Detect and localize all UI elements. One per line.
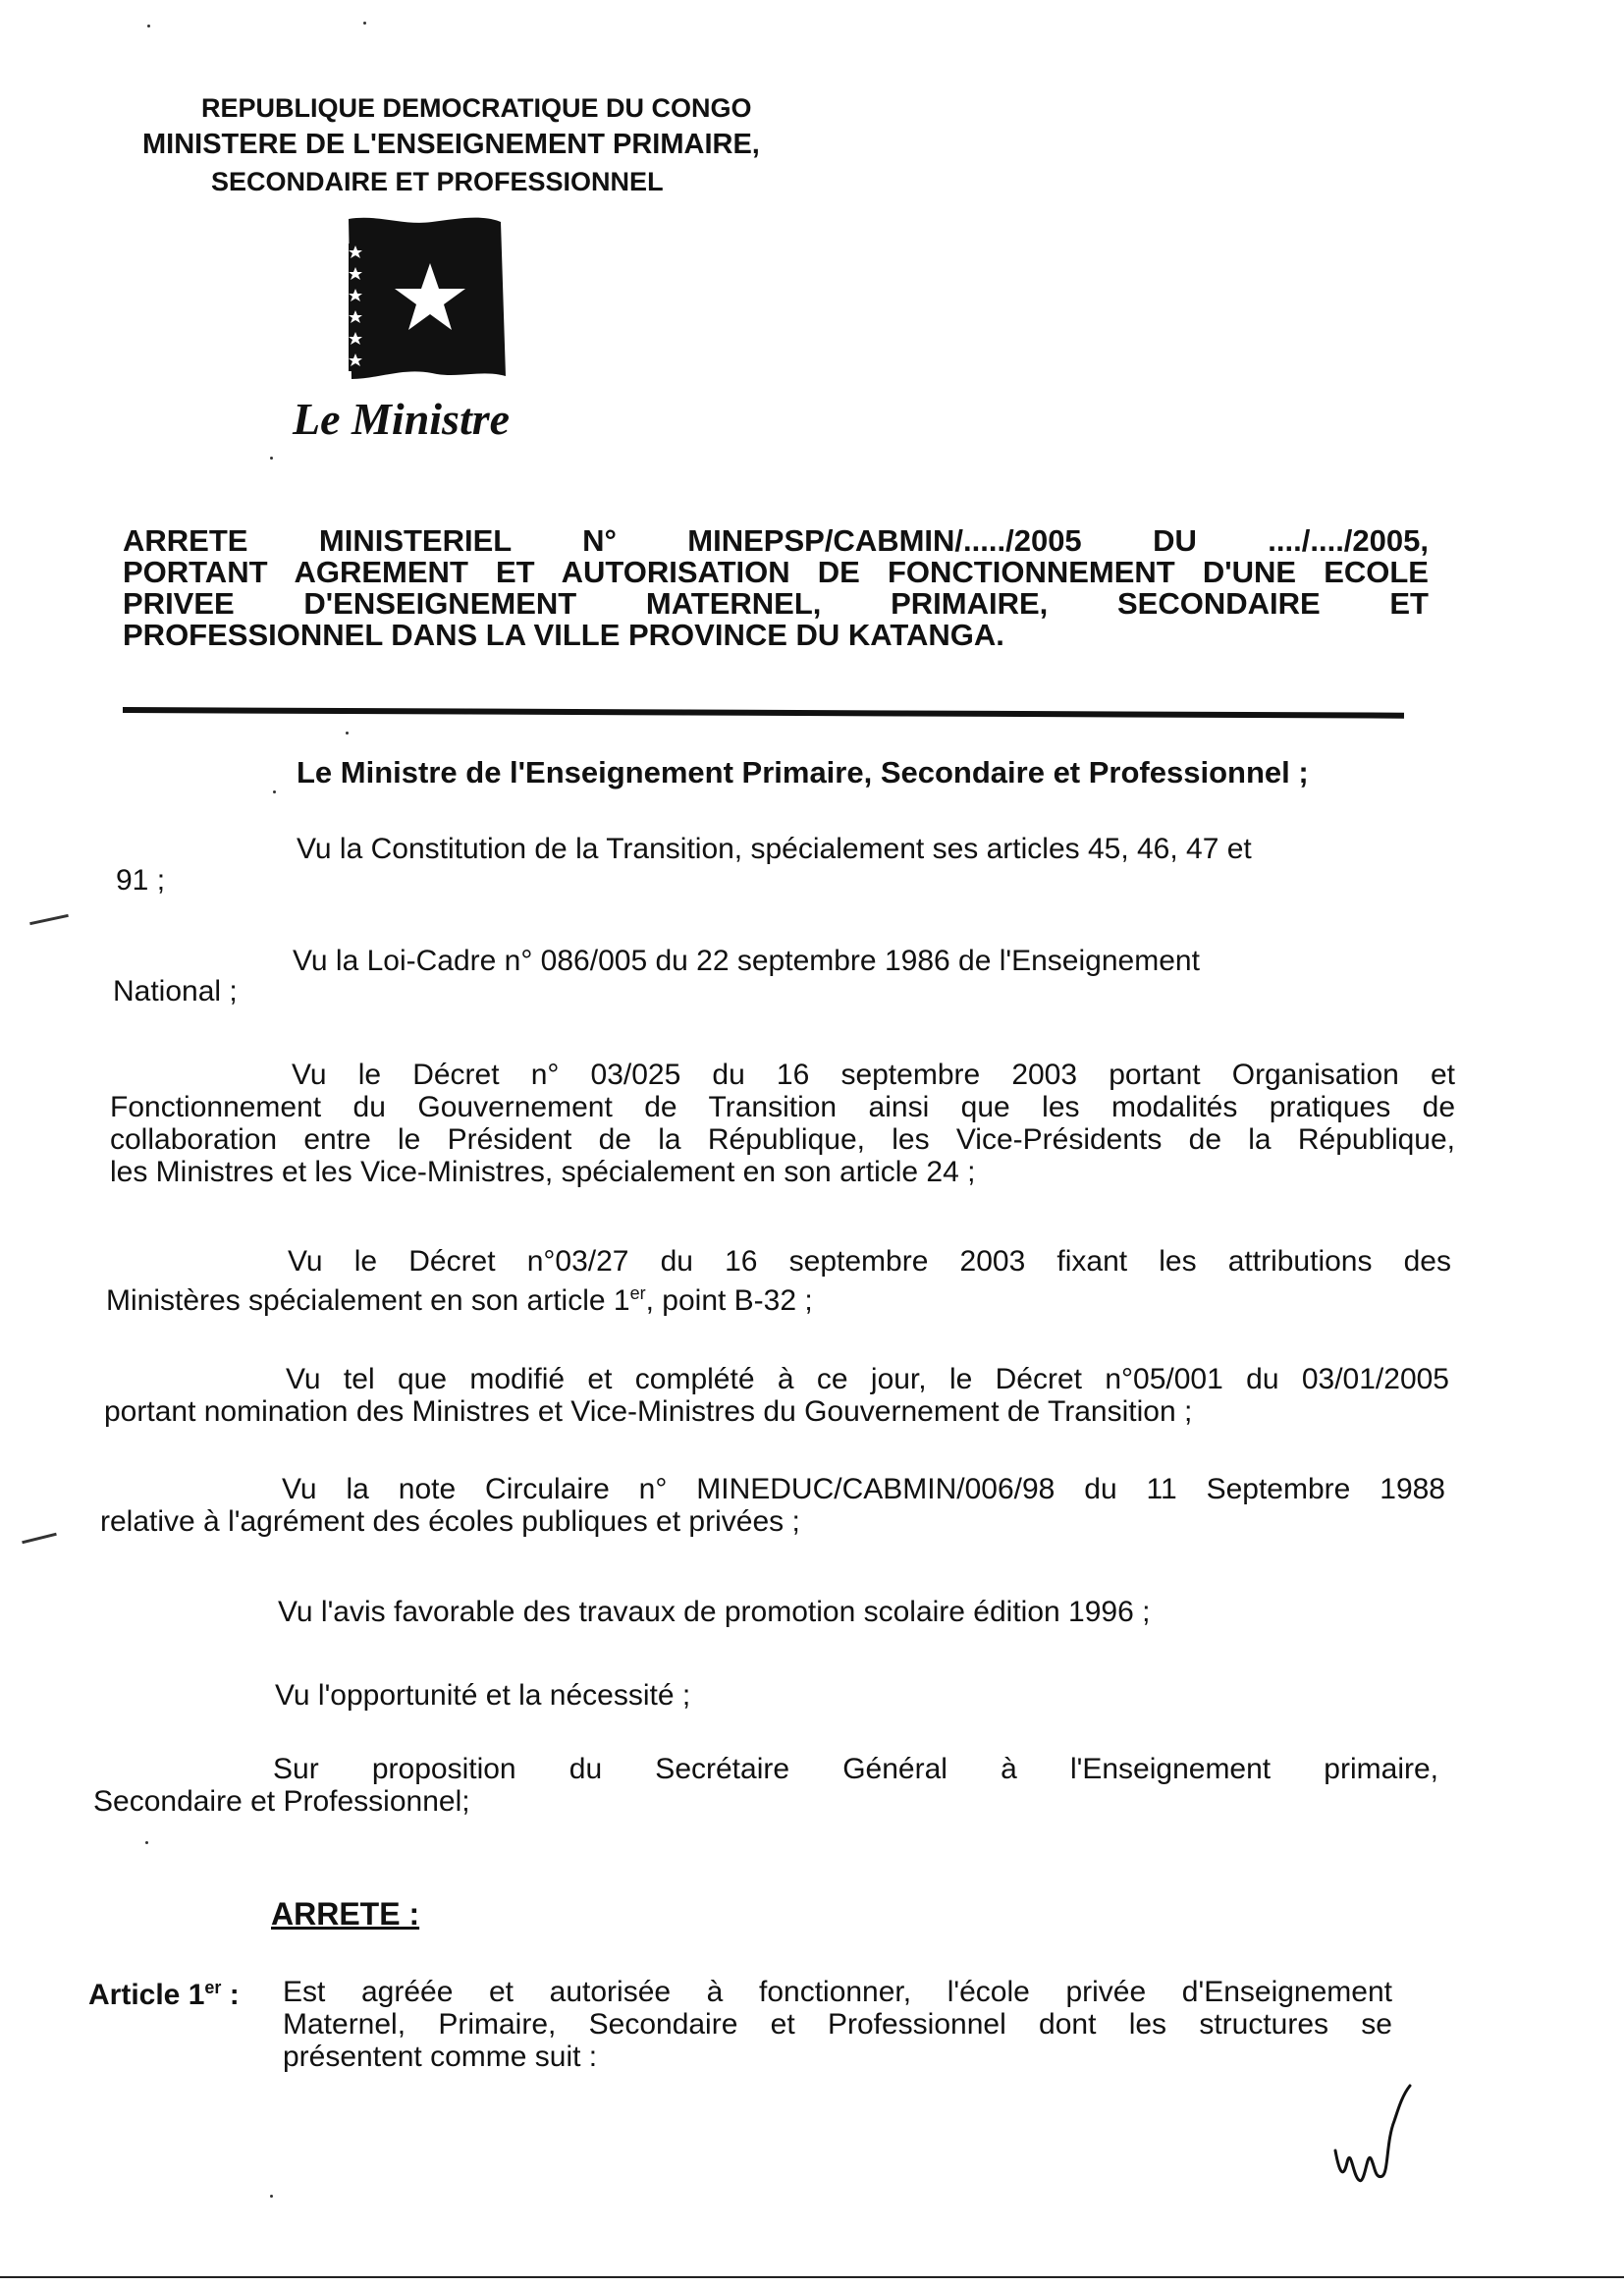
c4-line2-b: , point B-32 ; xyxy=(645,1284,813,1317)
consideration-decret-05-001 xyxy=(104,1363,1449,1428)
decree-title-line2: PORTANT AGREMENT ET AUTORISATION DE FONCTIONNEMENT D'UNE ECOLE xyxy=(123,555,1429,589)
signature-initials xyxy=(1326,2082,1414,2190)
consideration-constitution: Vu la Constitution de la Transition, spécialement ses articles 45, 46, 47 et xyxy=(297,833,1252,865)
title-divider xyxy=(123,707,1404,719)
c4-line2-a: Ministères spécialement en son article 1 xyxy=(106,1284,630,1317)
republic-name: REPUBLIQUE DEMOCRATIQUE DU CONGO xyxy=(201,93,752,123)
scan-speck xyxy=(273,790,276,793)
c3-line1: Vu le Décret n° 03/025 du 16 septembre 2003 portant Organisation et xyxy=(292,1059,1455,1091)
scan-speck xyxy=(270,457,273,460)
c6-line2: relative à l'agrément des écoles publiques et privées ; xyxy=(100,1505,800,1538)
decision-heading: ARRETE : xyxy=(271,1896,420,1932)
article-1-line3: présentent comme suit : xyxy=(283,2041,598,2073)
consideration-note-circulaire xyxy=(100,1473,1445,1538)
scan-speck xyxy=(363,22,366,25)
consideration-decret-03-27 xyxy=(106,1245,1451,1317)
article-1-label-colon: : xyxy=(221,1979,240,2011)
article-1-line1: Est agréée et autorisée à fonctionner, l'école privée d'Enseignement xyxy=(283,1976,1392,2008)
article-1-label-sup: er xyxy=(204,1978,222,1997)
c9-line2: Secondaire et Professionnel; xyxy=(93,1785,470,1818)
article-1-body xyxy=(283,1976,1392,2073)
c3-line3: collaboration entre le Président de la République, les Vice-Présidents de la République, xyxy=(110,1123,1455,1156)
scan-speck xyxy=(145,1841,148,1844)
consideration-loi-cadre: Vu la Loi-Cadre n° 086/005 du 22 septembre 1986 de l'Enseignement xyxy=(293,945,1200,977)
page-bottom-edge xyxy=(0,2276,1624,2278)
scan-mark xyxy=(22,1533,57,1545)
decree-title xyxy=(123,525,1429,651)
c4-line2-sup: er xyxy=(629,1283,646,1303)
ministry-name: MINISTERE DE L'ENSEIGNEMENT PRIMAIRE, xyxy=(142,129,760,160)
decree-title-line4: PROFESSIONNEL DANS LA VILLE PROVINCE DU KATANGA. xyxy=(123,618,1004,652)
c3-line4: les Ministres et les Vice-Ministres, spécialement en son article 24 ; xyxy=(110,1156,976,1188)
signatory-title: Le Ministre xyxy=(293,394,511,444)
c5-line1: Vu tel que modifié et complété à ce jour, le Décret n°05/001 du 03/01/2005 xyxy=(286,1363,1449,1395)
scan-speck xyxy=(270,2195,273,2198)
ministry-name-cont: SECONDAIRE ET PROFESSIONNEL xyxy=(211,167,664,196)
article-1-line2: Maternel, Primaire, Secondaire et Professionnel dont les structures se xyxy=(283,2008,1392,2041)
decree-title-line3: PRIVEE D'ENSEIGNEMENT MATERNEL, PRIMAIRE, SECONDAIRE ET xyxy=(123,586,1429,621)
c9-line1: Sur proposition du Secrétaire Général à l'Enseignement primaire, xyxy=(273,1753,1438,1785)
consideration-decret-03-025 xyxy=(110,1059,1455,1188)
c4-line1: Vu le Décret n°03/27 du 16 septembre 2003 fixant les attributions des xyxy=(288,1245,1451,1278)
consideration-constitution-tail: 91 ; xyxy=(116,864,166,897)
consideration-loi-cadre-tail: National ; xyxy=(113,975,238,1007)
consideration-promotion-scolaire: Vu l'avis favorable des travaux de promotion scolaire édition 1996 ; xyxy=(278,1596,1151,1628)
c4-line2 xyxy=(106,1278,1451,1317)
preamble: Le Ministre de l'Enseignement Primaire, Secondaire et Professionnel ; xyxy=(297,755,1309,790)
article-1-label-text: Article 1 xyxy=(88,1979,205,2011)
c3-line2: Fonctionnement du Gouvernement de Transition ainsi que les modalités pratiques de xyxy=(110,1091,1455,1123)
scan-mark xyxy=(29,914,69,925)
consideration-opportunite: Vu l'opportunité et la nécessité ; xyxy=(275,1679,691,1712)
c5-line2: portant nomination des Ministres et Vice-Ministres du Gouvernement de Transition ; xyxy=(104,1395,1193,1428)
c6-line1: Vu la note Circulaire n° MINEDUC/CABMIN/006/98 du 11 Septembre 1988 xyxy=(282,1473,1445,1505)
consideration-proposition xyxy=(93,1753,1438,1818)
congo-flag-icon xyxy=(344,214,511,383)
article-1-label xyxy=(88,1972,240,2011)
scan-speck xyxy=(346,732,349,735)
scan-speck xyxy=(147,25,150,27)
decree-title-line1: ARRETE MINISTERIEL N° MINEPSP/CABMIN/...../2005 DU ..../..../2005, xyxy=(123,523,1429,558)
